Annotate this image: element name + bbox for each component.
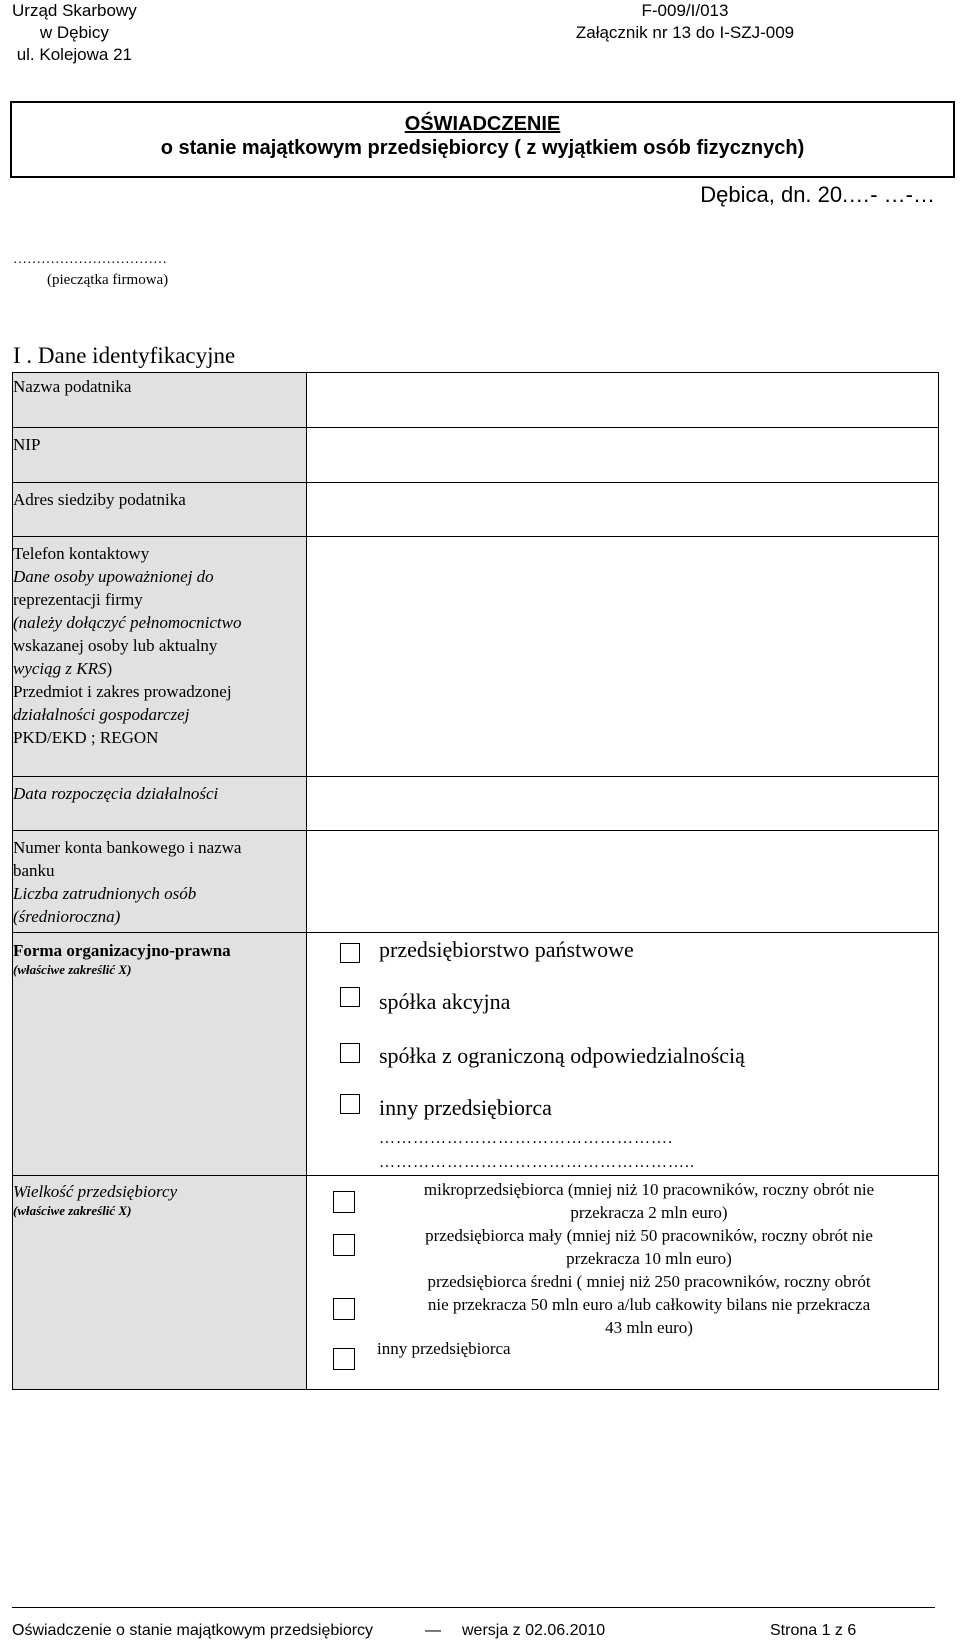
office-name: Urząd Skarbowy bbox=[12, 1, 137, 20]
option-other-size: inny przedsiębiorca bbox=[377, 1339, 511, 1358]
table-row bbox=[13, 483, 939, 537]
footer-title: Oświadczenie o stanie majątkowym przedsiębiorcy bbox=[12, 1622, 374, 1639]
document-subtitle: o stanie majątkowym przedsiębiorcy ( z wyjątkiem osób fizycznych) bbox=[160, 137, 805, 159]
label-bank-1: Numer konta bankowego i nazwa bbox=[13, 838, 242, 857]
option-medium-line1: przedsiębiorca średni ( mniej niż 250 pracowników, roczny obrót bbox=[427, 1272, 871, 1291]
label-cell bbox=[13, 933, 307, 1176]
option-medium-line3: 43 mln euro) bbox=[605, 1318, 693, 1337]
option-joint-stock: spółka akcyjna bbox=[379, 989, 511, 1014]
checkbox-other-size[interactable] bbox=[333, 1348, 355, 1370]
checkbox-other-form[interactable] bbox=[340, 1094, 360, 1114]
label-company-size-hint: (właściwe zakreślić X) bbox=[13, 1203, 132, 1218]
label-company-size: Wielkość przedsiębiorcy bbox=[13, 1182, 178, 1201]
label-authorized-3: (należy dołączyć pełnomocnictwo bbox=[13, 613, 242, 632]
option-small-line1: przedsiębiorca mały (mniej niż 50 pracowników, roczny obrót nie bbox=[425, 1226, 873, 1245]
label-legal-form-hint: (właściwe zakreślić X) bbox=[13, 962, 132, 977]
label-phone: Telefon kontaktowy bbox=[13, 544, 150, 563]
label-pkd: PKD/EKD ; REGON bbox=[13, 728, 159, 747]
form-code: F-009/I/013 bbox=[641, 1, 729, 20]
table-row bbox=[13, 831, 939, 933]
other-form-dots-1: ……………………………………………. bbox=[379, 1130, 673, 1147]
option-other-form: inny przedsiębiorca bbox=[379, 1095, 552, 1120]
label-cell bbox=[13, 777, 307, 831]
identification-table bbox=[12, 372, 939, 1390]
label-nip: NIP bbox=[13, 435, 41, 454]
label-cell bbox=[13, 483, 307, 537]
bank-employees-field[interactable] bbox=[307, 831, 939, 933]
option-limited-liability: spółka z ograniczoną odpowiedzialnością bbox=[379, 1043, 745, 1068]
attachment-ref: Załącznik nr 13 do I-SZJ-009 bbox=[575, 23, 795, 42]
table-row bbox=[13, 777, 939, 831]
label-cell bbox=[13, 537, 307, 777]
checkbox-state-enterprise[interactable] bbox=[340, 943, 360, 963]
checkbox-micro[interactable] bbox=[333, 1191, 355, 1213]
option-medium bbox=[369, 1270, 929, 1339]
document-title: OŚWIADCZENIE bbox=[404, 113, 561, 135]
other-form-dots-2: ……………………………………………….. bbox=[379, 1154, 695, 1171]
label-authorized-5: wyciąg z KRS bbox=[13, 659, 107, 678]
label-authorized-2: reprezentacji firmy bbox=[13, 590, 143, 609]
footer-version: wersja z 02.06.2010 bbox=[462, 1622, 606, 1639]
label-cell bbox=[13, 831, 307, 933]
table-row bbox=[13, 933, 939, 1176]
table-row bbox=[13, 1176, 939, 1390]
table-row bbox=[13, 428, 939, 483]
label-business-scope-1: Przedmiot i zakres prowadzonej bbox=[13, 682, 232, 701]
office-city: w Dębicy bbox=[39, 23, 109, 42]
label-business-scope-2: działalności gospodarczej bbox=[13, 705, 190, 724]
company-size-options bbox=[307, 1176, 939, 1390]
label-address: Adres siedziby podatnika bbox=[13, 490, 186, 509]
checkbox-medium[interactable] bbox=[333, 1298, 355, 1320]
footer-dash: — bbox=[425, 1622, 441, 1639]
option-state-enterprise: przedsiębiorstwo państwowe bbox=[379, 937, 634, 962]
option-micro-line1: mikroprzedsiębiorca (mniej niż 10 pracowników, roczny obrót nie bbox=[423, 1180, 875, 1199]
option-micro-line2: przekracza 2 mln euro) bbox=[570, 1203, 728, 1222]
checkbox-limited-liability[interactable] bbox=[340, 1043, 360, 1063]
nip-field[interactable] bbox=[307, 428, 939, 483]
table-row bbox=[13, 537, 939, 777]
company-name-field[interactable] bbox=[307, 373, 939, 428]
label-company-name: Nazwa podatnika bbox=[13, 377, 132, 396]
option-micro bbox=[369, 1178, 929, 1224]
option-small-line2: przekracza 10 mln euro) bbox=[566, 1249, 732, 1268]
checkbox-small[interactable] bbox=[333, 1234, 355, 1256]
table-row bbox=[13, 373, 939, 428]
footer-rule bbox=[12, 1607, 935, 1608]
office-street: ul. Kolejowa 21 bbox=[16, 45, 133, 64]
date-line: Dębica, dn. 20.…- …-… bbox=[700, 182, 935, 207]
label-authorized-4: wskazanej osoby lub aktualny bbox=[13, 636, 218, 655]
option-medium-line2: nie przekracza 50 mln euro a/lub całkowity bilans nie przekracza bbox=[427, 1295, 871, 1314]
label-employees-2: (średnioroczna) bbox=[13, 907, 121, 926]
stamp-label: (pieczątka firmowa) bbox=[47, 272, 169, 288]
office-address bbox=[12, 0, 137, 66]
label-authorized-5b: ) bbox=[106, 659, 113, 678]
label-legal-form: Forma organizacyjno-prawna bbox=[13, 941, 231, 960]
title-box bbox=[10, 101, 955, 178]
details-field[interactable] bbox=[307, 537, 939, 777]
option-small bbox=[369, 1224, 929, 1270]
label-cell bbox=[13, 1176, 307, 1390]
label-bank-2: banku bbox=[13, 861, 55, 880]
stamp-dots: …………………………… bbox=[13, 252, 167, 267]
label-start-date: Data rozpoczęcia działalności bbox=[13, 784, 219, 803]
form-reference bbox=[560, 0, 810, 44]
label-cell bbox=[13, 373, 307, 428]
section-title: I . Dane identyfikacyjne bbox=[13, 343, 236, 368]
label-authorized-1: Dane osoby upoważnionej do bbox=[13, 567, 214, 586]
label-employees-1: Liczba zatrudnionych osób bbox=[13, 884, 197, 903]
legal-form-options bbox=[307, 933, 939, 1176]
label-cell bbox=[13, 428, 307, 483]
footer-page-number: Strona 1 z 6 bbox=[770, 1622, 857, 1639]
address-field[interactable] bbox=[307, 483, 939, 537]
checkbox-joint-stock[interactable] bbox=[340, 987, 360, 1007]
start-date-field[interactable] bbox=[307, 777, 939, 831]
